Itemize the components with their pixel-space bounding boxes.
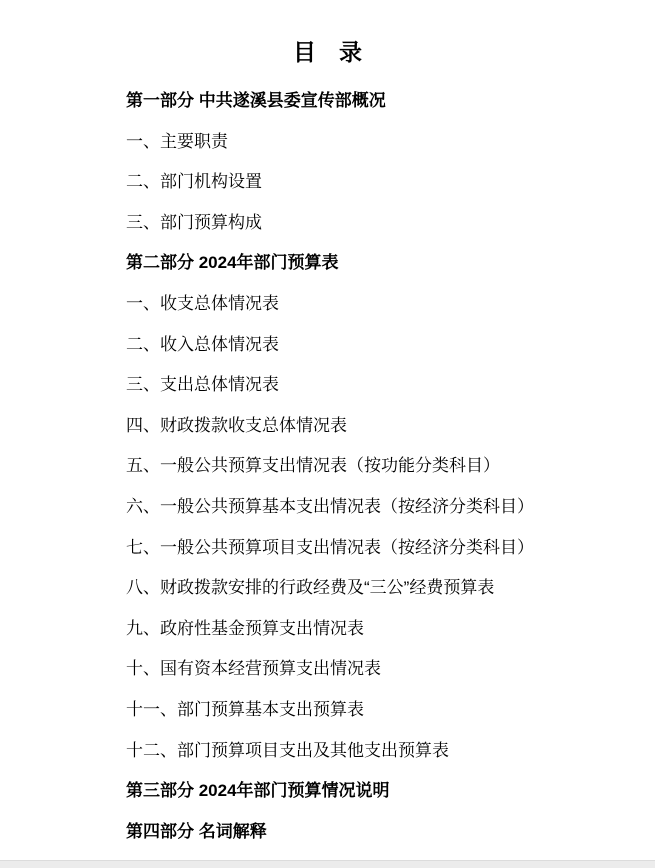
toc-section-heading: 第二部分 2024年部门预算表 bbox=[126, 253, 339, 273]
toc-item: 一、收支总体情况表 bbox=[126, 293, 279, 313]
toc-item: 七、一般公共预算项目支出情况表（按经济分类科目） bbox=[126, 537, 534, 557]
toc-list bbox=[126, 81, 637, 852]
toc-section-heading: 第四部分 名词解释 bbox=[126, 821, 267, 841]
toc-item: 六、一般公共预算基本支出情况表（按经济分类科目） bbox=[126, 496, 534, 516]
toc-item: 四、财政拨款收支总体情况表 bbox=[126, 415, 347, 435]
toc-item: 五、一般公共预算支出情况表（按功能分类科目） bbox=[126, 456, 500, 476]
toc-item: 十二、部门预算项目支出及其他支出预算表 bbox=[126, 740, 449, 760]
toc-section-heading: 第三部分 2024年部门预算情况说明 bbox=[126, 781, 390, 801]
toc-item: 十一、部门预算基本支出预算表 bbox=[126, 699, 364, 719]
toc-item: 十、国有资本经营预算支出情况表 bbox=[126, 659, 381, 679]
page-title: 目 录 bbox=[293, 39, 362, 65]
toc-item: 二、收入总体情况表 bbox=[126, 334, 279, 354]
toc-item: 二、部门机构设置 bbox=[126, 172, 262, 192]
toc-section-heading: 第一部分 中共遂溪县委宣传部概况 bbox=[126, 91, 386, 110]
toc-item: 八、财政拨款安排的行政经费及“三公”经费预算表 bbox=[126, 578, 495, 598]
toc-item: 三、支出总体情况表 bbox=[126, 375, 279, 395]
toc-item: 三、部门预算构成 bbox=[126, 212, 262, 232]
toc-item: 一、主要职责 bbox=[126, 131, 228, 151]
page-break-divider bbox=[0, 860, 655, 868]
toc-item: 九、政府性基金预算支出情况表 bbox=[126, 618, 364, 638]
